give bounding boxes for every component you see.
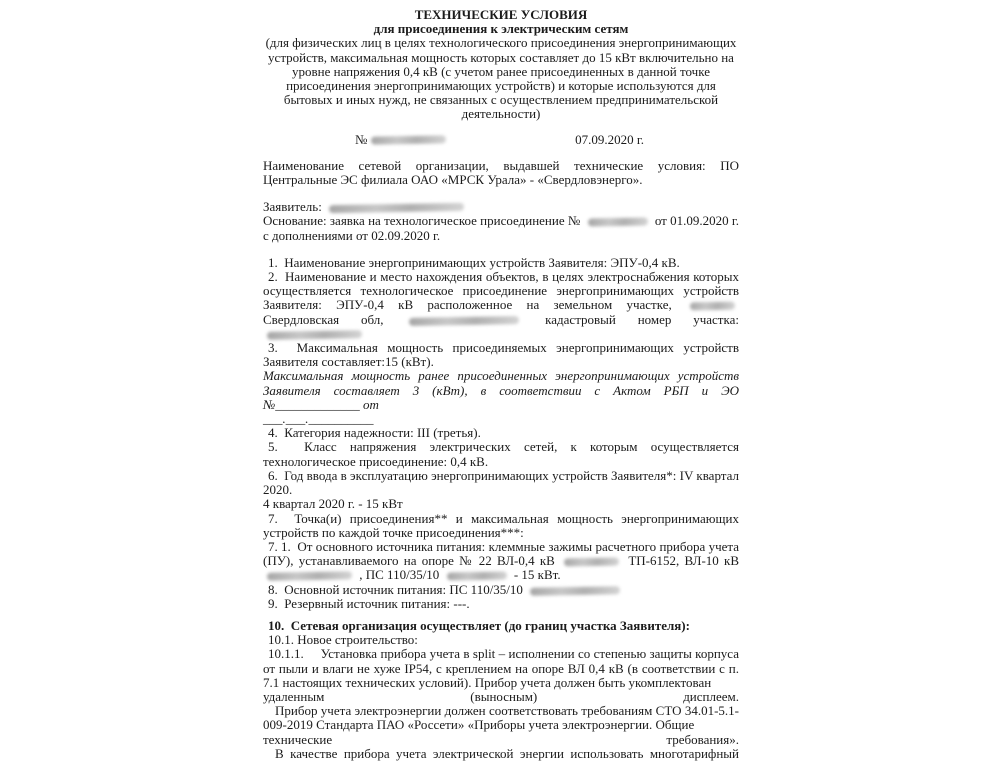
doc-title: ТЕХНИЧЕСКИЕ УСЛОВИЯ — [414, 7, 588, 22]
doc-date: 07.09.2020 г. — [575, 131, 644, 147]
stretched-word: требования». — [666, 731, 739, 747]
item-7-1-text: 7. 1. От основного источника питания: клеммные зажимы расчетного прибора учета (ПУ), устанавливаемого на опоре № 22 ВЛ-0,4 кВ — [263, 538, 739, 569]
item-4: 4. Категория надежности: III (третья). — [268, 425, 481, 441]
basis-number-redaction — [587, 218, 647, 227]
item-2-text-2: Свердловская обл, — [263, 311, 384, 327]
item-1: 1. Наименование энергопринимающих устройств Заявителя: ЭПУ-0,4 кВ. — [268, 254, 680, 270]
item-7-1-redaction-2 — [267, 572, 352, 581]
meter-standard-paragraph: Прибор учета электроэнергии должен соответствовать требованиям СТО 34.01-5.1-009-2019 Стандарта ПАО «Россети» «Приборы учета электроэнергии. Общие — [263, 703, 739, 733]
basis-text-pre: Основание: заявка на технологическое присоединение № — [263, 213, 581, 229]
item-9: 9. Резервный источник питания: ---. — [268, 595, 470, 611]
doc-subtitle: для присоединения к электрическим сетям — [373, 21, 629, 37]
note-prior-power-blank-line: ___.___.__________ — [263, 411, 374, 427]
stretched-word: дисплеем. — [683, 688, 739, 704]
applicant-label: Заявитель: — [263, 199, 322, 215]
item-7-1-redaction-1 — [564, 558, 619, 567]
org-paragraph: Наименование сетевой организации, выдавшей технические условия: ПО Центральные ЭС филиала ОАО «МРСК Урала» - «Свердловэнерго». — [263, 157, 739, 188]
stretched-word: удаленным — [263, 688, 325, 704]
meter-standard-stretched-line — [263, 733, 739, 747]
item-2-text: 2. Наименование и место нахождения объектов, в целях электроснабжения которых осуществляется технологическое присоединение энергопринимающих устройств Заявителя: ЭПУ-0,4 кВ расположенное на земельном участке, — [263, 269, 739, 313]
item-7-1 — [263, 540, 739, 583]
item-10-1-1: 10.1.1. Установка прибора учета в split – исполнении со степенью защиты корпуса от пыли и влаги не хуже IP54, с креплением на опоре ВЛ 0,4 кВ (в соответствии с п. 7.1 настоящих технических условий). Прибор учета должен быть укомплектован — [263, 646, 739, 690]
item-2-text-3: кадастровый номер участка: — [545, 311, 739, 327]
item-6: 6. Год ввода в эксплуатацию энергопринимающих устройств Заявителя*: IV квартал 2020. — [263, 467, 739, 498]
stretched-word: технические — [263, 731, 333, 747]
item-8-redaction — [530, 586, 620, 596]
item-10-heading: 10. Сетевая организация осуществляет (до границ участка Заявителя): — [268, 617, 690, 633]
doc-number-redaction — [371, 135, 446, 144]
item-10-1: 10.1. Новое строительство: — [268, 632, 418, 648]
item-2-redaction-2 — [409, 316, 519, 326]
basis-paragraph — [263, 214, 739, 242]
item-7-1-text-4: - 15 кВт. — [513, 567, 561, 583]
applicant-line — [263, 200, 739, 214]
item-8-text: 8. Основной источник питания: ПС 110/35/10 — [268, 581, 523, 597]
stretched-word: (выносным) — [470, 688, 538, 704]
item-5: 5. Класс напряжения электрических сетей, к которым осуществляется технологическое присоединение: 0,4 кВ. — [263, 439, 739, 469]
item-2-redaction-1 — [690, 302, 735, 311]
doc-number-row — [263, 133, 739, 147]
item-2-redaction-3 — [267, 330, 362, 340]
item-6-note: 4 квартал 2020 г. - 15 кВт — [263, 496, 403, 512]
applicant-redaction — [329, 203, 464, 213]
doc-preamble: (для физических лиц в целях технологического присоединения энергопринимающих устройств, максимальная мощность которых составляет до 15 кВт включительно на уровне напряжения 0,4 кВ (с учетом ранее присоединенных в данной точке присоединения энергопринимающих устройств) и которые используются для бытовых и иных нужд, не связанных с осуществлением предпринимательской деятельности) — [265, 35, 737, 122]
doc-number-label: № — [355, 131, 368, 147]
note-prior-power: Максимальная мощность ранее присоединенных энергопринимающих устройств Заявителя составляет 3 (кВт), в соответствии с Актом РБП и ЭО №_____________ от — [263, 368, 739, 412]
final-paragraph: В качестве прибора учета электрической энергии использовать многотарифный — [275, 745, 739, 761]
scanned-document-page — [263, 8, 739, 761]
item-7-1-text-3: , ПС 110/35/10 — [359, 567, 440, 583]
item-7-1-text-2: ТП-6152, ВЛ-10 кВ — [628, 553, 740, 569]
item-7: 7. Точка(и) присоединения** и максимальная мощность энергопринимающих устройств по каждой точке присоединения***: — [263, 510, 739, 540]
item-7-1-redaction-3 — [446, 572, 506, 581]
item-2 — [263, 270, 739, 341]
basis-text-post: от 01.09.2020 г. с дополнениями от 02.09.2020 г. — [263, 213, 739, 243]
item-8 — [263, 583, 739, 597]
item-3: 3. Максимальная мощность присоединяемых энергопринимающих устройств Заявителя составляет:15 (кВт). — [263, 340, 739, 370]
item-10-1-1-stretched-line — [263, 690, 739, 704]
